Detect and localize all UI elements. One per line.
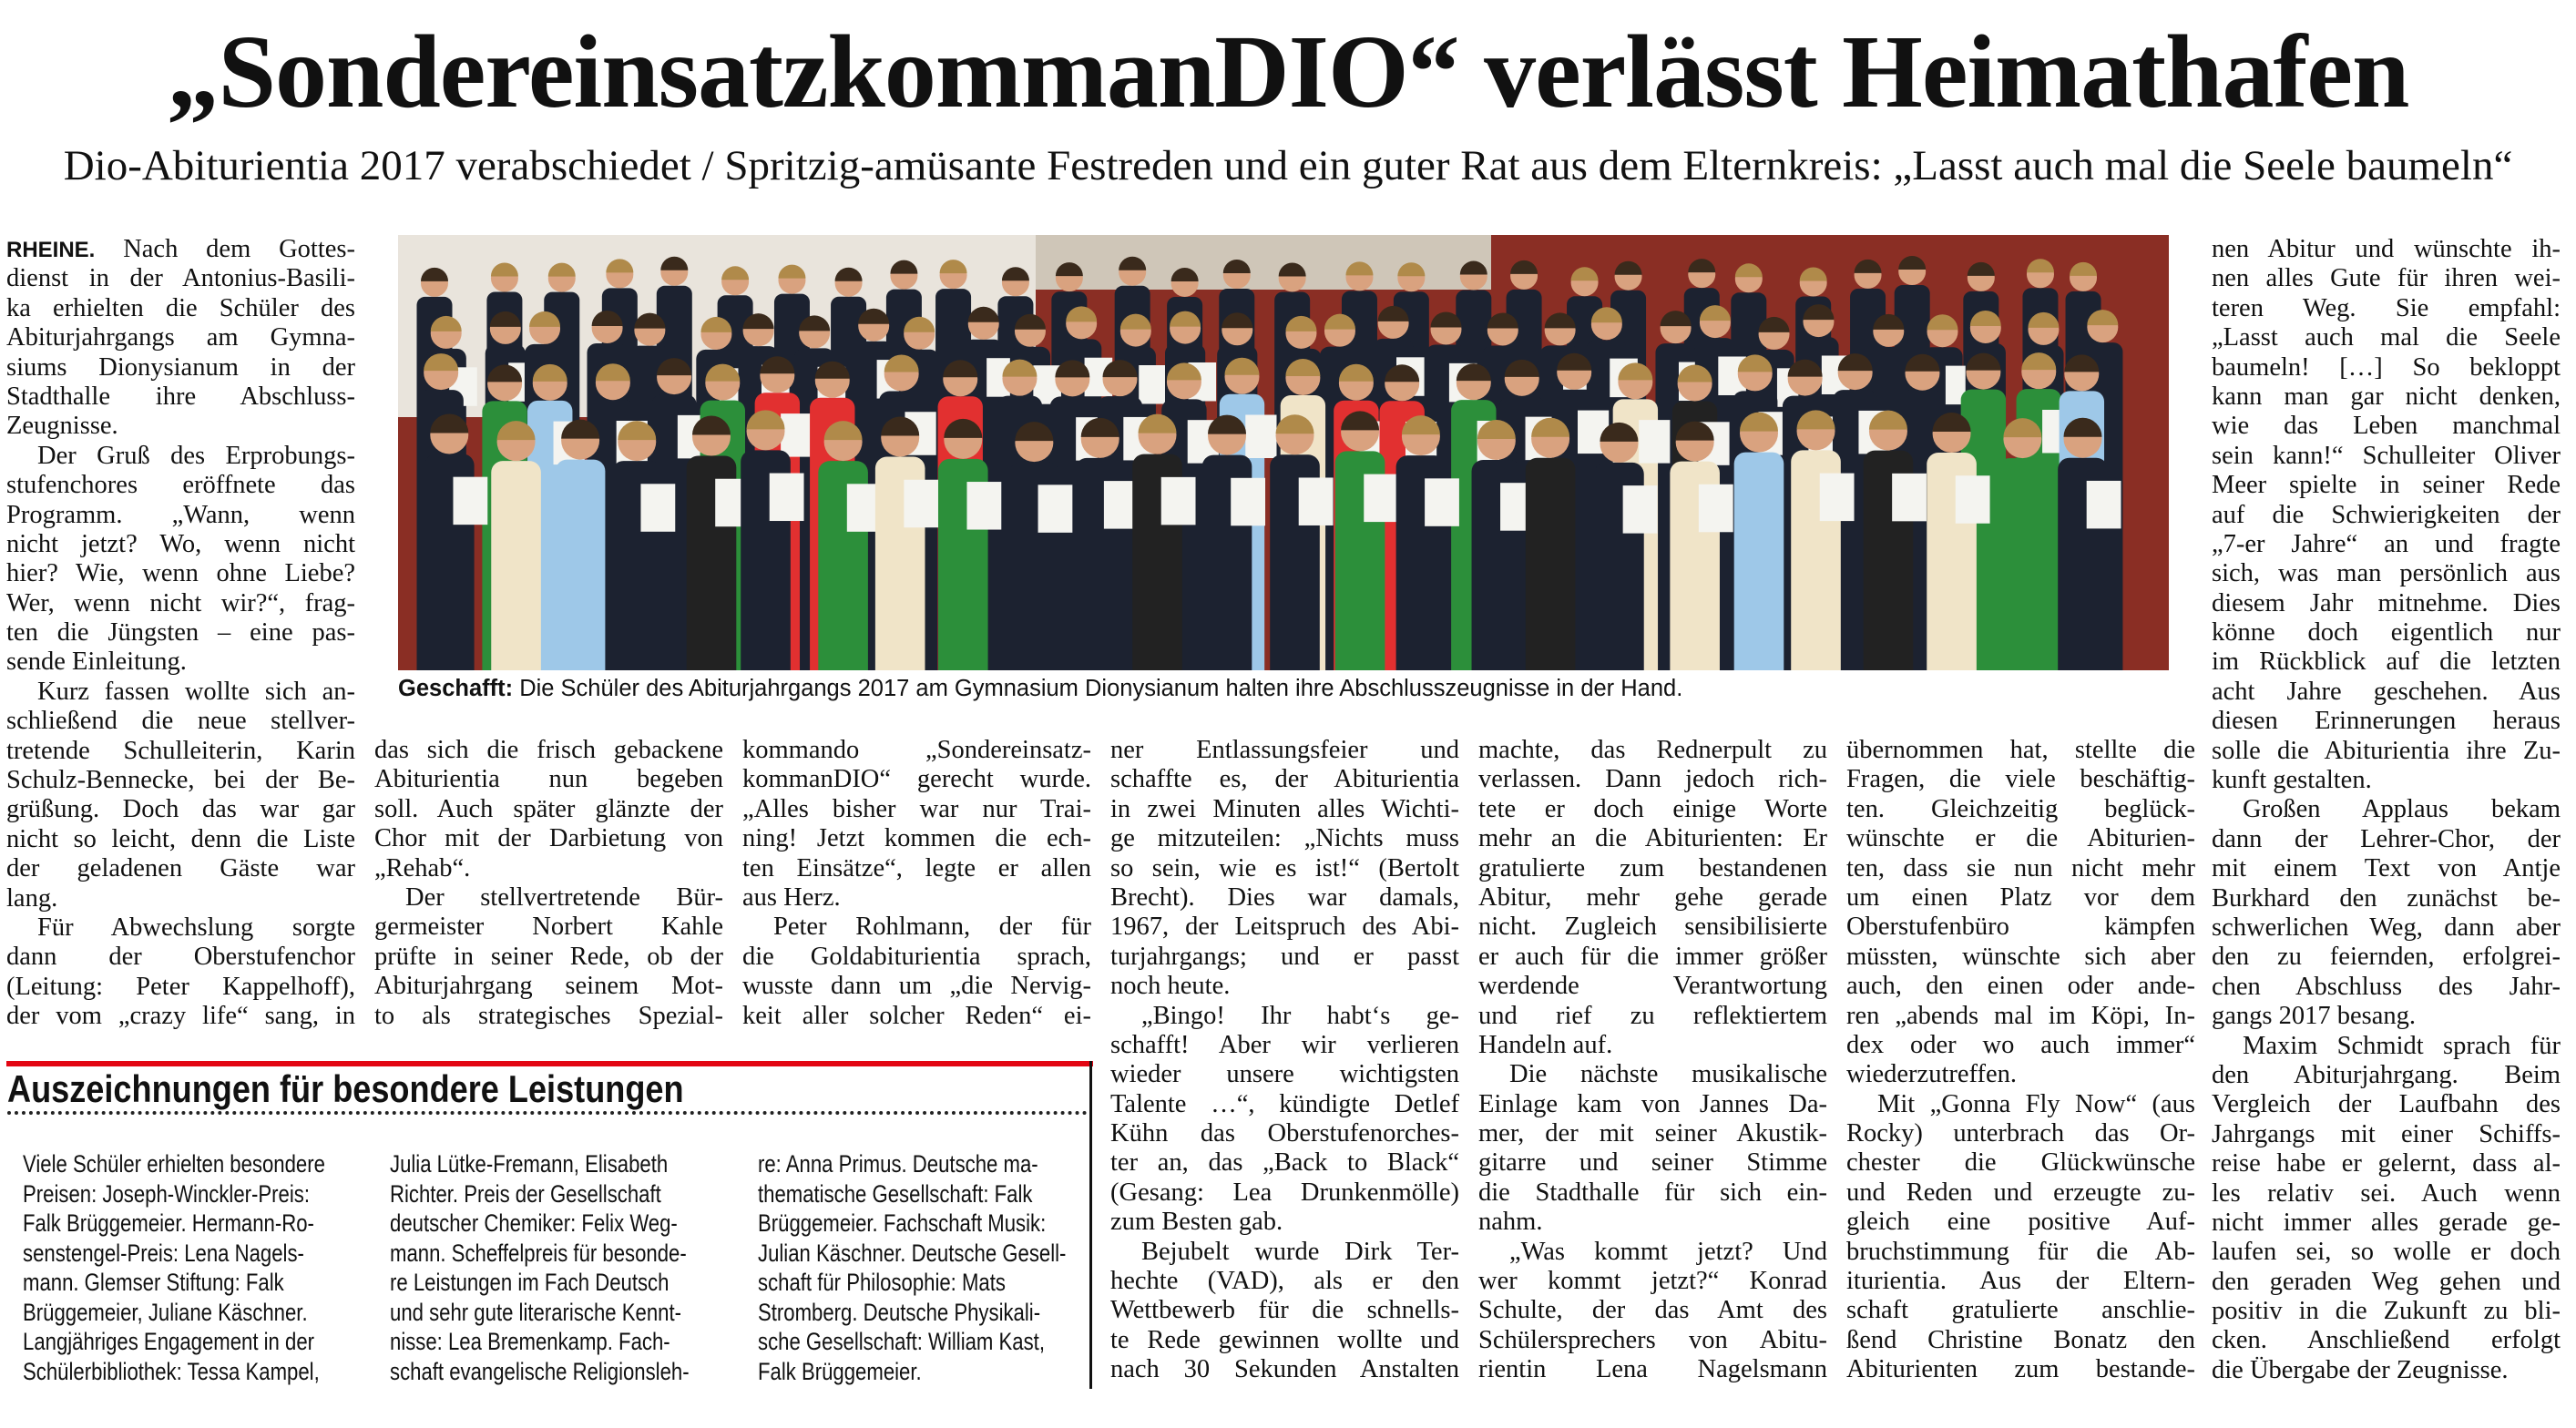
text-line: rientin Lena Nagelsmann xyxy=(1478,1355,1827,1384)
infobox-column-1 xyxy=(23,1149,352,1386)
text-line: Abiturientia nun begeben xyxy=(374,765,723,794)
text-line: Talente …“, kündigte Detlef xyxy=(1110,1089,1459,1118)
certificate xyxy=(1245,414,1276,458)
text-line: wusste dann um „die Nervig- xyxy=(742,972,1091,1001)
text-line: les relativ sei. Auch wenn xyxy=(2212,1178,2561,1208)
article-column-6 xyxy=(1846,736,2195,1385)
text-line: sende Einleitung. xyxy=(6,648,187,677)
text-line: baumeln! […] So bekloppt xyxy=(2212,352,2561,382)
text-line: und rief zu reflektiertem xyxy=(1478,1001,1827,1030)
text-line: machte, das Rednerpult zu xyxy=(1478,736,1827,764)
text-line: turjahrgangs; und er passt xyxy=(1110,942,1459,971)
text-line: tete er doch einige Worte xyxy=(1478,794,1827,823)
text-line: aus Herz. xyxy=(742,882,841,912)
headline-title: „SondereinsatzkommanDIO“ verlässt Heimathafen xyxy=(167,14,2409,129)
text-line: dann der Lehrer-Chor, der xyxy=(2212,824,2561,853)
text-line: chen Abschluss des Jahr- xyxy=(2212,972,2561,1001)
text-line: hechte (VAD), als er den xyxy=(1110,1267,1459,1296)
text-line: diesen Erinnerungen heraus xyxy=(2212,707,2561,736)
text-line: Vergleich der Laufbahn des xyxy=(2212,1090,2561,1119)
text-line: to als strategisches Spezial- xyxy=(374,1001,723,1030)
text-line: nahm. xyxy=(1478,1208,1543,1237)
infobox-line: senstengel-Preis: Lena Nagels- xyxy=(23,1239,304,1267)
photo-caption xyxy=(398,674,1682,703)
text-line: in zwei Minuten alles Wichti- xyxy=(1110,794,1459,823)
text-line: Zeugnisse. xyxy=(6,412,118,441)
text-line: Schulte, der das Amt des xyxy=(1478,1296,1827,1325)
text-line: kommanDIO“ gerecht wurde. xyxy=(742,765,1091,794)
text-line: reise habe er gelernt, dass al- xyxy=(2212,1149,2561,1178)
text-line: nen alles Gute für ihren wei- xyxy=(2212,264,2561,293)
infobox-column-2 xyxy=(390,1149,719,1386)
infobox-line: Schülerbibliothek: Tessa Kampel, xyxy=(23,1357,320,1385)
text-line: grüßung. Doch das war gar xyxy=(6,795,355,824)
text-line: die Stadthalle für sich ein- xyxy=(1478,1178,1827,1207)
infobox-line: und sehr gute literarische Kennt- xyxy=(390,1298,681,1326)
text-line: germeister Norbert Kahle xyxy=(374,913,723,942)
text-line: auch, den einen oder ande- xyxy=(1846,972,2195,1001)
text-line: dienst in der Antonius-Basili- xyxy=(6,264,355,293)
person-body xyxy=(1998,458,2048,670)
text-line: cken. Anschließend erfolgt xyxy=(2212,1326,2561,1355)
text-line: Großen Applaus bekam xyxy=(2243,795,2561,824)
certificate xyxy=(781,413,812,457)
text-line: der vom „crazy life“ sang, in xyxy=(6,1002,355,1031)
text-line: Jahrgangs mit einer Schiffs- xyxy=(2212,1119,2561,1148)
text-line: so sein, wie es ist!“ (Bertolt xyxy=(1110,853,1459,882)
text-line: keit aller solcher Reden“ ei- xyxy=(742,1001,1091,1030)
text-line: soll. Auch später glänzte der xyxy=(374,794,723,823)
infobox-line: sche Gesellschaft: William Kast, xyxy=(758,1328,1045,1355)
infobox-line: mann. Glemser Stiftung: Falk xyxy=(23,1269,284,1296)
text-line: Wer, wenn nicht wir?“, frag- xyxy=(6,588,355,617)
text-line: „7-er Jahre“ an und fragte xyxy=(2212,529,2561,558)
text-line: Meer spielte in seiner Rede xyxy=(2212,471,2561,500)
article-column-4 xyxy=(1110,736,1459,1385)
text-line: kommando „Sondereinsatz- xyxy=(742,736,1091,764)
text-line: Maxim Schmidt sprach für xyxy=(2243,1031,2561,1060)
text-line: (Gesang: Lea Drunkenmölle) xyxy=(1110,1178,1459,1207)
text-line: den geraden Weg gehen und xyxy=(2212,1267,2561,1296)
text-line: auf die Schwierigkeiten der xyxy=(2212,500,2561,529)
text-line: acht Jahre geschehen. Aus xyxy=(2212,677,2561,706)
text-line: Chor mit der Darbietung von xyxy=(374,824,723,853)
caption-lead: Geschafft: xyxy=(398,676,514,701)
infobox-line: mann. Scheffelpreis für besonde- xyxy=(390,1239,687,1267)
person-body xyxy=(491,461,541,670)
class-photo-image xyxy=(398,235,2169,670)
text-line: noch heute. xyxy=(1110,972,1231,1001)
text-line: sich, was man persönlich aus xyxy=(2212,559,2561,588)
text-line: schaft gratulierte anschlie- xyxy=(1846,1296,2195,1325)
infobox-line: Brüggemeier, Juliane Käschner. xyxy=(23,1298,308,1326)
person-body xyxy=(1734,453,1784,670)
text-line: ßend Christine Bonatz den xyxy=(1846,1325,2195,1354)
certificate xyxy=(1299,477,1334,525)
text-line: „Bingo! Ihr habt‘s ge- xyxy=(1141,1001,1459,1030)
certificate xyxy=(1623,485,1658,534)
text-line: sein kann!“ Schulleiter Oliver xyxy=(2212,441,2561,470)
text-line: iturientia. Aus der Eltern- xyxy=(1846,1267,2195,1296)
text-line: übernommen hat, stellte die xyxy=(1846,736,2195,764)
text-line: Der stellvertretende Bür- xyxy=(405,882,723,912)
text-line: gleich eine positive Auf- xyxy=(1846,1208,2195,1237)
infobox-dotted-rule xyxy=(7,1111,1088,1115)
certificate xyxy=(1956,475,1990,524)
certificate xyxy=(1038,484,1073,533)
text-line: mit einem Text von Antje xyxy=(2212,854,2561,883)
certificate xyxy=(966,482,1001,530)
text-line: prüfte in seiner Rede, ob der xyxy=(374,942,723,971)
infobox-line: Richter. Preis der Gesellschaft xyxy=(390,1179,661,1208)
text-line: ten. Gleichzeitig beglück- xyxy=(1846,794,2195,823)
text-line: te Rede gewinnen wollte und xyxy=(1110,1325,1459,1354)
text-line: Burkhard den zunächst be- xyxy=(2212,883,2561,913)
text-line: Wettbewerb für die schnells- xyxy=(1110,1296,1459,1325)
text-line: lang. xyxy=(6,883,58,913)
certificate xyxy=(2087,481,2121,529)
text-line: ge mitzuteilen: „Nichts muss xyxy=(1110,824,1459,853)
text-line: ten, dass sie nun nicht mehr xyxy=(1846,853,2195,882)
infobox-line: Brüggemeier. Fachschaft Musik: xyxy=(758,1209,1047,1237)
text-line: wie das Leben manchmal xyxy=(2212,412,2561,441)
text-line: Abitur, mehr gehe gerade xyxy=(1478,882,1827,912)
text-line: ren „abends mal im Köpi, In- xyxy=(1846,1001,2195,1030)
text-line: der geladenen Gäste war xyxy=(6,854,355,883)
text-line: diesem Jahr mitnehme. Dies xyxy=(2212,588,2561,617)
headline-subtitle: Dio-Abiturientia 2017 verabschiedet / Spritzig-amüsante Festreden und ein guter Rat aus dem Elternkreis: „Lasst auch mal die Seele baumeln“ xyxy=(63,142,2513,189)
text-line: den Abiturjahrgang. Beim xyxy=(2212,1060,2561,1089)
text-line: gitarre und seiner Stimme xyxy=(1478,1148,1827,1178)
text-line: und Reden und erzeugte zu- xyxy=(1846,1178,2195,1207)
certificate xyxy=(1139,365,1167,404)
article-column-2 xyxy=(374,736,723,1031)
text-line: Handeln auf. xyxy=(1478,1030,1613,1059)
text-line: Der Gruß des Erprobungs- xyxy=(37,441,355,470)
text-line: 1967, der Leitspruch des Abi- xyxy=(1110,913,1459,942)
text-line: dex oder wo auch immer“ xyxy=(1846,1030,2195,1059)
text-line: Schulz-Bennecke, bei der Be- xyxy=(6,766,355,795)
person-body xyxy=(556,460,606,670)
text-line: er auch für die immer größer xyxy=(1478,942,1827,971)
text-line: teren Weg. Sie empfahl: xyxy=(2212,293,2561,322)
text-line: siums Dionysianum in der xyxy=(6,352,355,382)
text-line: nen Abitur und wünschte ih- xyxy=(2212,235,2561,263)
infobox-line: deutscher Chemiker: Felix Weg- xyxy=(390,1209,678,1237)
article-column-7 xyxy=(2212,235,2561,1385)
text-line: Kühn das Oberstufenorches- xyxy=(1110,1119,1459,1148)
infobox-line: Julian Käschner. Deutsche Gesell- xyxy=(758,1239,1067,1267)
text-line: gratulierte zum bestandenen xyxy=(1478,853,1827,882)
text-line: nicht so leicht, denn die Liste xyxy=(6,824,355,853)
text-line: Abiturjahrgangs am Gymna- xyxy=(6,323,355,352)
text-line: um einen Platz vor dem xyxy=(1846,882,2195,912)
text-line: wünschte er die Abiturien- xyxy=(1846,824,2195,853)
text-line: stufenchores eröffnete das xyxy=(6,471,355,500)
infobox-line: Preisen: Joseph-Winckler-Preis: xyxy=(23,1179,310,1208)
text-line: Kurz fassen wollte sich an- xyxy=(37,677,355,706)
text-line: den zu feiernden, erfolgrei- xyxy=(2212,943,2561,972)
text-line-rest: Nach dem Gottes- xyxy=(95,235,355,263)
infobox-column-3 xyxy=(758,1149,1087,1386)
text-line: Abiturienten zum bestande- xyxy=(1846,1355,2195,1384)
text-line: müssten, wünschte sich aber xyxy=(1846,942,2195,971)
text-line: positiv in die Zukunft zu bli- xyxy=(2212,1297,2561,1326)
text-line: werdende Verantwortung xyxy=(1478,972,1827,1001)
infobox-line: schaft für Philosophie: Mats xyxy=(758,1269,1006,1296)
text-line: Programm. „Wann, wenn xyxy=(6,500,355,529)
text-line: wiederzutreffen. xyxy=(1846,1060,2017,1089)
person-body xyxy=(1526,458,1576,670)
infobox-line: re Leistungen im Fach Deutsch xyxy=(390,1269,670,1296)
infobox-accent-rule xyxy=(6,1061,1093,1066)
text-line: Fragen, die viele beschäftig- xyxy=(1846,765,2195,794)
text-line: ner Entlassungsfeier und xyxy=(1110,736,1459,764)
text-line: nicht immer alles gerade ge- xyxy=(2212,1208,2561,1237)
text-line: tretende Schulleiterin, Karin xyxy=(6,736,355,765)
text-line: gangs 2017 besang. xyxy=(2212,1002,2417,1031)
text-line: ten Einsätze“, legte er allen xyxy=(742,853,1091,882)
text-line: zum Besten gab. xyxy=(1110,1208,1283,1237)
certificate xyxy=(770,474,804,522)
text-line: „Alles bisher war nur Trai- xyxy=(742,794,1091,823)
text-line xyxy=(6,235,355,264)
dateline: RHEINE. xyxy=(6,238,96,262)
text-line: kann man gar nicht denken, xyxy=(2212,382,2561,411)
text-line: kunft gestalten. xyxy=(2212,766,2372,795)
infobox-line: Falk Brüggemeier. Hermann-Ro- xyxy=(23,1209,314,1237)
certificate xyxy=(1639,420,1670,464)
text-line: Die nächste musikalische xyxy=(1509,1060,1827,1089)
text-line: dann der Oberstufenchor xyxy=(6,943,355,972)
text-line: ning! Jetzt kommen die ech- xyxy=(742,824,1091,853)
text-line: Bejubelt wurde Dirk Ter- xyxy=(1141,1237,1459,1266)
text-line: die Übergabe der Zeugnisse. xyxy=(2212,1355,2509,1384)
text-line: wieder unsere wichtigsten xyxy=(1110,1060,1459,1089)
text-line: schwerlichen Weg, dann aber xyxy=(2212,913,2561,942)
certificate xyxy=(904,480,938,528)
caption-text: Die Schüler des Abiturjahrgangs 2017 am Gymnasium Dionysianum halten ihre Abschlusszeugnisse in der Hand. xyxy=(513,676,1683,701)
text-line: „Was kommt jetzt? Und xyxy=(1509,1237,1827,1266)
text-line: Schülersprechers von Abitu- xyxy=(1478,1325,1827,1354)
infobox-line: Falk Brüggemeier. xyxy=(758,1357,922,1385)
text-line: Oberstufenbüro kämpfen xyxy=(1846,913,2195,942)
text-line: Abiturjahrgang seinem Mot- xyxy=(374,972,723,1001)
certificate xyxy=(1425,478,1459,526)
certificate xyxy=(1231,478,1265,526)
text-line: die Goldabiturientia sprach, xyxy=(742,942,1091,971)
text-line: ter an, das „Back to Black“ xyxy=(1110,1148,1459,1178)
infobox-title: Auszeichnungen für besondere Leistungen xyxy=(7,1067,684,1110)
text-line: „Lasst auch mal die Seele xyxy=(2212,323,2561,352)
infobox-line: Julia Lütke-Fremann, Elisabeth xyxy=(390,1150,669,1178)
text-line: laufen sei, so wolle er doch xyxy=(2212,1238,2561,1267)
text-line: schaffte es, der Abiturientia xyxy=(1110,765,1459,794)
text-line: könne doch eigentlich nur xyxy=(2212,618,2561,648)
certificate xyxy=(640,484,675,532)
text-line: schafft! Aber wir verlieren xyxy=(1110,1030,1459,1059)
text-line: Einlage kam von Jannes Da- xyxy=(1478,1089,1827,1118)
text-line: mehr an die Abiturienten: Er xyxy=(1478,824,1827,853)
text-line: ten die Jüngsten – eine pas- xyxy=(6,618,355,648)
text-line: chester die Glückwünsche xyxy=(1846,1148,2195,1178)
text-line: wer kommt jetzt?“ Konrad xyxy=(1478,1267,1827,1296)
text-line: Mit „Gonna Fly Now“ (aus xyxy=(1877,1089,2195,1118)
certificate xyxy=(1892,474,1927,522)
text-line: mer, der mit seiner Akustik- xyxy=(1478,1119,1827,1148)
infobox-line: Langjähriges Engagement in der xyxy=(23,1328,315,1355)
article-column-3 xyxy=(742,736,1091,1031)
infobox-line: Viele Schüler erhielten besondere xyxy=(23,1150,325,1178)
infobox-line: re: Anna Primus. Deutsche ma- xyxy=(758,1150,1038,1178)
certificate xyxy=(453,477,487,525)
class-photo xyxy=(398,235,2169,670)
text-line: Brecht). Dies war damals, xyxy=(1110,882,1459,912)
infobox-line: schaft evangelische Religionsleh- xyxy=(390,1357,690,1385)
text-line: verlassen. Dann jedoch rich- xyxy=(1478,765,1827,794)
text-line: solle die Abiturientia ihre Zu- xyxy=(2212,736,2561,765)
text-line: Rocky) unterbrach das Or- xyxy=(1846,1119,2195,1148)
text-line: nicht. Zugleich sensibilisierte xyxy=(1478,913,1827,942)
certificate xyxy=(1820,474,1855,522)
infobox-line: Stromberg. Deutsche Physikali- xyxy=(758,1298,1041,1326)
article-column-1 xyxy=(6,235,355,1032)
text-line: „Rehab“. xyxy=(374,853,471,882)
text-line: ka erhielten die Schüler des xyxy=(6,293,355,322)
text-line: (Leitung: Peter Kappelhoff), xyxy=(6,972,355,1001)
infobox-line: thematische Gesellschaft: Falk xyxy=(758,1179,1033,1208)
article-column-5 xyxy=(1478,736,1827,1385)
text-line: nicht jetzt? Wo, wenn nicht xyxy=(6,529,355,558)
text-line: hier? Wie, wenn ohne Liebe? xyxy=(6,559,355,588)
text-line: schließend die neue stellver- xyxy=(6,707,355,736)
text-line: nach 30 Sekunden Anstalten xyxy=(1110,1355,1459,1384)
text-line: im Rückblick auf die letzten xyxy=(2212,648,2561,677)
text-line: Stadthalle ihre Abschluss- xyxy=(6,382,355,411)
certificate xyxy=(1699,484,1733,533)
text-line: das sich die frisch gebackene xyxy=(374,736,723,764)
certificate xyxy=(1161,477,1196,525)
infobox-divider xyxy=(1089,1061,1092,1389)
text-line: bruchstimmung für die Ab- xyxy=(1846,1237,2195,1266)
text-line: Peter Rohlmann, der für xyxy=(773,913,1091,942)
certificate xyxy=(1364,474,1398,523)
infobox-line: nisse: Lea Bremenkamp. Fach- xyxy=(390,1328,670,1355)
text-line: Für Abwechslung sorgte xyxy=(37,913,355,942)
